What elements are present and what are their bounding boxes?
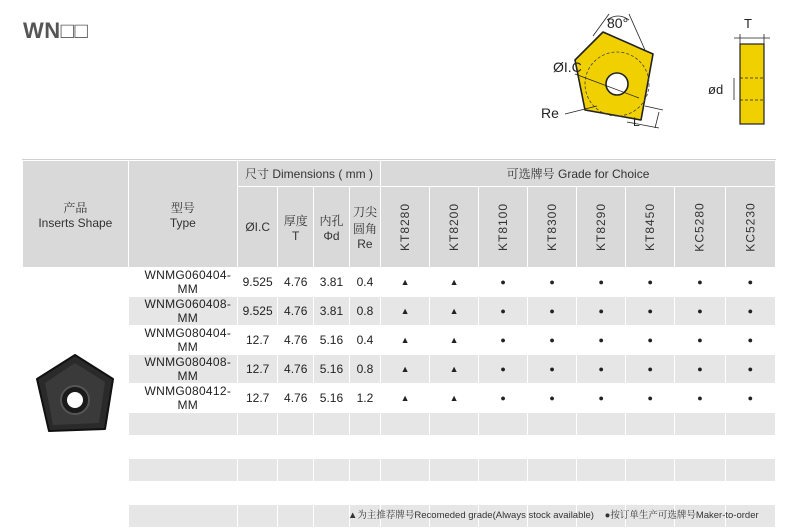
thickness-cell: 4.76: [278, 384, 314, 413]
grade-mark: ●: [675, 326, 725, 355]
specification-table: [22, 160, 776, 528]
header-shape-en: Inserts Shape: [38, 215, 113, 230]
insert-product-image: [23, 268, 129, 528]
grade-mark: ●: [626, 297, 675, 326]
hole-cell: 5.16: [314, 355, 350, 384]
table-row: [23, 297, 776, 326]
radius-cell: 0.8: [349, 355, 380, 384]
header-ic: ØI.C: [237, 187, 277, 268]
grade-mark: ●: [528, 384, 577, 413]
header-thickness-en: T: [292, 228, 300, 243]
empty-table-row: [23, 482, 776, 505]
grade-mark: ●: [675, 384, 725, 413]
header-grade-kt8300: KT8300: [528, 187, 577, 268]
ic-label: ØI.C: [553, 59, 582, 75]
header-type-en: Type: [169, 215, 196, 230]
header-type-cn: 型号: [170, 200, 195, 215]
header-grade-kt8290: KT8290: [577, 187, 626, 268]
header-grade-for-choice: 可选牌号 Grade for Choice: [381, 161, 776, 187]
grade-mark: ●: [725, 355, 775, 384]
header-radius-cn: 刀尖圆角: [352, 205, 377, 236]
thickness-cell: 4.76: [278, 326, 314, 355]
header-grade-kc5230: KC5230: [725, 187, 775, 268]
thickness-cell: 4.76: [278, 297, 314, 326]
header-grade-kt8280: KT8280: [381, 187, 430, 268]
grade-mark: ●: [577, 384, 626, 413]
header-shape-cn: 产品: [63, 200, 88, 215]
hole-cell: 3.81: [314, 297, 350, 326]
empty-table-row: [23, 413, 776, 436]
grade-mark: ●: [626, 326, 675, 355]
ic-cell: 12.7: [237, 384, 277, 413]
thickness-label: T: [744, 16, 752, 31]
grade-mark: ●: [577, 297, 626, 326]
table-row: [23, 384, 776, 413]
grade-mark: ▲: [430, 297, 479, 326]
table-row: [23, 326, 776, 355]
grade-mark: ●: [577, 326, 626, 355]
header-hole-en: Φd: [323, 228, 340, 243]
grade-mark: ●: [577, 268, 626, 297]
hole-cell: 5.16: [314, 384, 350, 413]
re-label: Re: [541, 105, 559, 121]
ic-cell: 9.525: [237, 268, 277, 297]
legend-footnote: [348, 507, 759, 521]
radius-cell: 1.2: [349, 384, 380, 413]
thickness-cell: 4.76: [278, 268, 314, 297]
header-corner-radius: [349, 187, 380, 268]
grade-mark: ▲: [430, 355, 479, 384]
grade-mark: ▲: [430, 268, 479, 297]
ic-cell: 9.525: [237, 297, 277, 326]
hole-diameter-label: ød: [708, 82, 724, 97]
grade-mark: ▲: [381, 384, 430, 413]
grade-mark: ●: [528, 326, 577, 355]
header-grade-kt8450: KT8450: [626, 187, 675, 268]
header-radius-en: Re: [357, 237, 373, 251]
side-insert-shape: [740, 44, 764, 124]
grade-mark: ▲: [430, 384, 479, 413]
grade-mark: ●: [725, 384, 775, 413]
grade-mark: ▲: [381, 297, 430, 326]
hole-cell: 3.81: [314, 268, 350, 297]
header-thickness-cn: 厚度: [283, 213, 308, 228]
type-cell: WNMG080412-MM: [128, 384, 237, 413]
grade-mark: ●: [626, 355, 675, 384]
grade-mark: ▲: [381, 268, 430, 297]
grade-mark: ●: [675, 268, 725, 297]
angle-label: 80°: [607, 15, 629, 31]
grade-mark: ●: [725, 268, 775, 297]
header-type: [128, 161, 237, 268]
thickness-cell: 4.76: [278, 355, 314, 384]
grade-mark: ●: [479, 355, 528, 384]
grade-mark: ●: [528, 297, 577, 326]
type-cell: WNMG060404-MM: [128, 268, 237, 297]
grade-mark: ●: [479, 297, 528, 326]
grade-mark: ▲: [381, 355, 430, 384]
grade-mark: ●: [479, 326, 528, 355]
insert-photo-icon: [25, 345, 125, 445]
header-grade-kt8200: KT8200: [430, 187, 479, 268]
grade-mark: ▲: [430, 326, 479, 355]
header-inserts-shape: [23, 161, 129, 268]
cropped-heading-strip: [0, 0, 400, 6]
insert-top-view-diagram: [535, 10, 680, 140]
grade-mark: ●: [528, 268, 577, 297]
hole-cell: 5.16: [314, 326, 350, 355]
grade-mark: ●: [577, 355, 626, 384]
header-hole: [314, 187, 350, 268]
grade-mark: ●: [675, 355, 725, 384]
table-row: [23, 355, 776, 384]
grade-mark: ●: [626, 384, 675, 413]
radius-cell: 0.4: [349, 268, 380, 297]
grade-mark: ●: [528, 355, 577, 384]
insert-hole: [606, 73, 628, 95]
insert-side-view-diagram: [700, 16, 780, 128]
table-row: [23, 268, 776, 297]
header-hole-cn: 内孔: [319, 213, 344, 228]
radius-cell: 0.8: [349, 297, 380, 326]
radius-cell: 0.4: [349, 326, 380, 355]
ic-cell: 12.7: [237, 326, 277, 355]
grade-mark: ▲: [381, 326, 430, 355]
ic-cell: 12.7: [237, 355, 277, 384]
header-grade-kt8100: KT8100: [479, 187, 528, 268]
grade-mark: ●: [725, 326, 775, 355]
type-cell: WNMG080408-MM: [128, 355, 237, 384]
empty-table-row: [23, 436, 776, 459]
type-cell: WNMG060408-MM: [128, 297, 237, 326]
grade-mark: ●: [479, 268, 528, 297]
header-grade-kc5280: KC5280: [675, 187, 725, 268]
recommended-grade-note: ▲为主推荐牌号Recomeded grade(Always stock available): [348, 510, 594, 521]
type-cell: WNMG080404-MM: [128, 326, 237, 355]
l-label: L: [633, 115, 640, 129]
header-thickness: [278, 187, 314, 268]
grade-mark: ●: [725, 297, 775, 326]
page-title: WN□□: [23, 18, 89, 43]
header-dimensions: 尺寸 Dimensions ( mm ): [237, 161, 380, 187]
make-to-order-note: ●按订单生产可选牌号Maker-to-order: [604, 510, 759, 521]
grade-mark: ●: [479, 384, 528, 413]
grade-mark: ●: [675, 297, 725, 326]
empty-table-row: [23, 459, 776, 482]
grade-mark: ●: [626, 268, 675, 297]
